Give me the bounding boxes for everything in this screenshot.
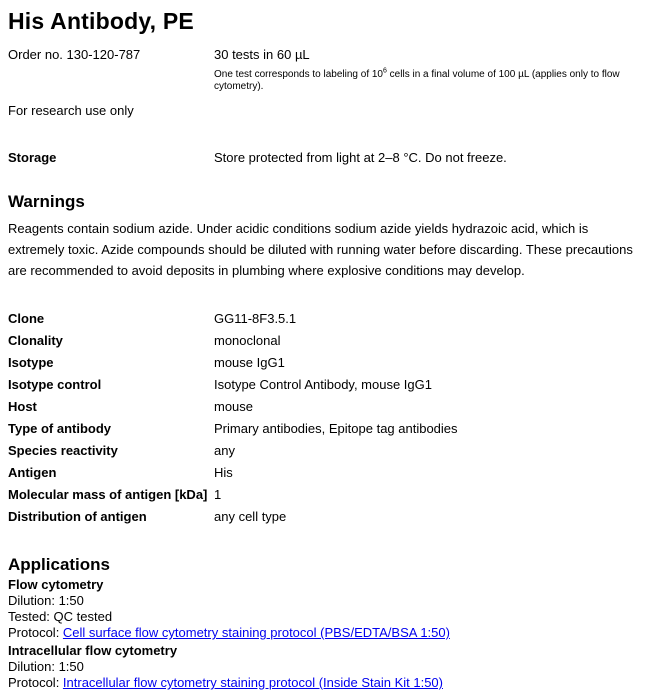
applications-heading: Applications bbox=[8, 555, 111, 574]
table-row-isotype-control bbox=[8, 374, 645, 396]
property-value: Primary antibodies, Epitope tag antibodies bbox=[214, 421, 458, 436]
intracellular-protocol-link[interactable]: Intracellular flow cytometry staining protocol (Inside Stain Kit 1:50) bbox=[62, 675, 443, 690]
table-row-molecular-mass bbox=[8, 484, 645, 506]
property-label: Clone bbox=[8, 311, 45, 326]
research-use-statement: For research use only bbox=[8, 103, 134, 118]
quantity-note-post: cells in a final volume of 100 µL (applies only to flow cytometry). bbox=[214, 69, 620, 92]
table-row-clone bbox=[8, 308, 645, 330]
quantity-note-superscript: 6 bbox=[383, 67, 387, 75]
property-label: Clonality bbox=[8, 333, 63, 348]
property-value: any bbox=[214, 443, 235, 458]
application-protocol-line bbox=[8, 675, 645, 691]
storage-value: Store protected from light at 2–8 °C. Do not freeze. bbox=[214, 150, 507, 165]
property-label: Antigen bbox=[8, 465, 57, 480]
quantity-cell bbox=[214, 47, 645, 93]
page-title: His Antibody, PE bbox=[8, 8, 194, 34]
property-label: Host bbox=[8, 399, 37, 414]
property-value: 1 bbox=[214, 487, 222, 502]
cell-surface-protocol-link[interactable]: Cell surface flow cytometry staining protocol (PBS/EDTA/BSA 1:50) bbox=[62, 625, 450, 640]
property-label: Type of antibody bbox=[8, 421, 112, 436]
property-label: Species reactivity bbox=[8, 443, 118, 458]
property-label: Isotype bbox=[8, 355, 54, 370]
protocol-label: Protocol: bbox=[8, 625, 63, 640]
property-label: Molecular mass of antigen [kDa] bbox=[8, 487, 208, 502]
table-row-species-reactivity bbox=[8, 440, 645, 462]
property-label: Isotype control bbox=[8, 377, 102, 392]
property-value: Isotype Control Antibody, mouse IgG1 bbox=[214, 377, 432, 392]
protocol-label: Protocol: bbox=[8, 675, 63, 690]
property-value: GG11-8F3.5.1 bbox=[214, 311, 297, 326]
properties-table bbox=[8, 308, 645, 528]
property-label: Distribution of antigen bbox=[8, 509, 147, 524]
table-row-host bbox=[8, 396, 645, 418]
application-entry-intracellular-flow-cytometry bbox=[8, 643, 645, 691]
application-tested: Tested: QC tested bbox=[8, 609, 113, 624]
quantity-value: 30 tests in 60 µL bbox=[214, 47, 310, 62]
application-dilution: Dilution: 1:50 bbox=[8, 593, 84, 608]
order-number: Order no. 130-120-787 bbox=[8, 47, 141, 62]
application-name: Intracellular flow cytometry bbox=[8, 643, 178, 658]
property-value: mouse IgG1 bbox=[214, 355, 285, 370]
warnings-heading: Warnings bbox=[8, 192, 85, 211]
table-row-clonality bbox=[8, 330, 645, 352]
application-dilution: Dilution: 1:50 bbox=[8, 659, 84, 674]
quantity-note-pre: One test corresponds to labeling of 10 bbox=[214, 69, 383, 80]
application-name: Flow cytometry bbox=[8, 577, 104, 592]
order-row bbox=[8, 47, 645, 93]
table-row-type-of-antibody bbox=[8, 418, 645, 440]
property-value: mouse bbox=[214, 399, 254, 414]
application-entry-flow-cytometry bbox=[8, 577, 645, 641]
table-row-antigen bbox=[8, 462, 645, 484]
quantity-note bbox=[214, 69, 645, 93]
warnings-text: Reagents contain sodium azide. Under acidic conditions sodium azide yields hydrazoic acid, which is extremely toxic. Azide compounds should be diluted with running water before discarding. These precautions are recommended to avoid deposits in plumbing where explosive conditions may develop. bbox=[8, 221, 633, 278]
application-protocol-line bbox=[8, 625, 645, 641]
storage-row bbox=[8, 150, 645, 166]
table-row-distribution bbox=[8, 506, 645, 528]
property-value: any cell type bbox=[214, 509, 287, 524]
storage-label: Storage bbox=[8, 150, 57, 165]
property-value: monoclonal bbox=[214, 333, 281, 348]
property-value: His bbox=[214, 465, 233, 480]
table-row-isotype bbox=[8, 352, 645, 374]
applications-section bbox=[8, 555, 645, 691]
